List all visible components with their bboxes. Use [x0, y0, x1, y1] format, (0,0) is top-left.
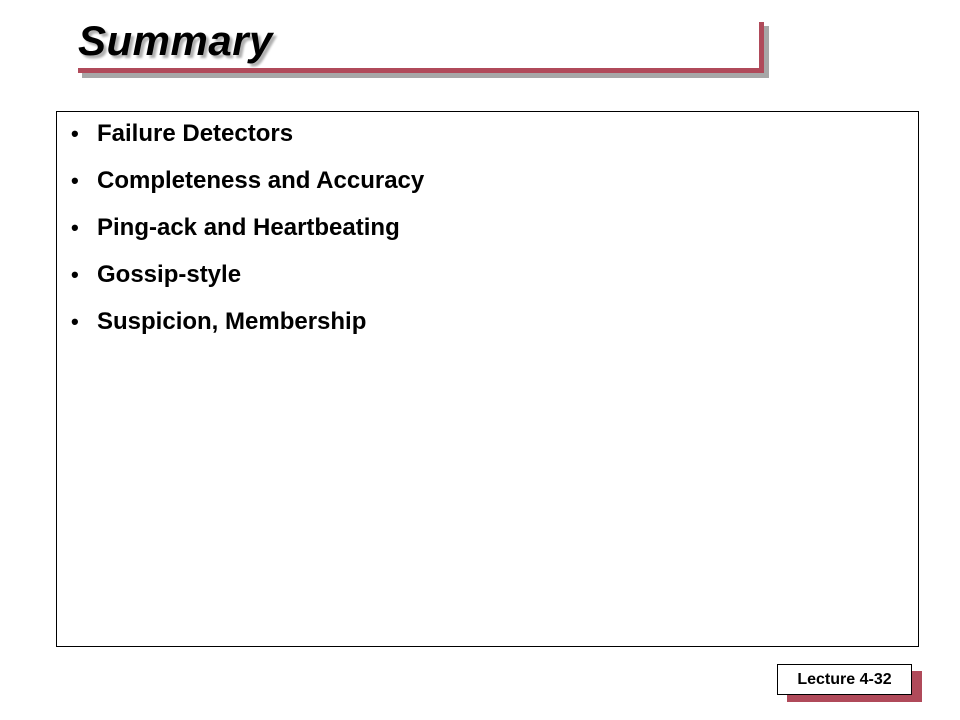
bullet-item: [71, 118, 424, 165]
bullet-dot-icon: •: [71, 121, 79, 146]
bullet-dot-icon: •: [71, 262, 79, 287]
bullet-text: Suspicion, Membership: [97, 308, 367, 335]
bullet-item: [71, 306, 424, 353]
title-bar-shadow: [82, 73, 768, 78]
bullet-dot-icon: •: [71, 309, 79, 334]
bullet-item: [71, 259, 424, 306]
bullet-text: Failure Detectors: [97, 120, 294, 147]
bullet-list: [71, 118, 424, 353]
bullet-item: [71, 212, 424, 259]
bullet-item: [71, 165, 424, 212]
bullet-dot-icon: •: [71, 168, 79, 193]
bullet-text: Ping-ack and Heartbeating: [97, 214, 400, 241]
title-underline-bar: [78, 68, 764, 73]
title-end-cap: [759, 22, 764, 73]
bullet-text: Completeness and Accuracy: [97, 167, 425, 194]
content-box: [56, 111, 919, 647]
bullet-dot-icon: •: [71, 215, 79, 240]
bullet-text: Gossip-style: [97, 261, 242, 288]
title-cap-shadow: [764, 26, 769, 78]
lecture-number-tag: Lecture 4-32: [777, 664, 912, 695]
slide-title: Summary: [78, 17, 273, 64]
